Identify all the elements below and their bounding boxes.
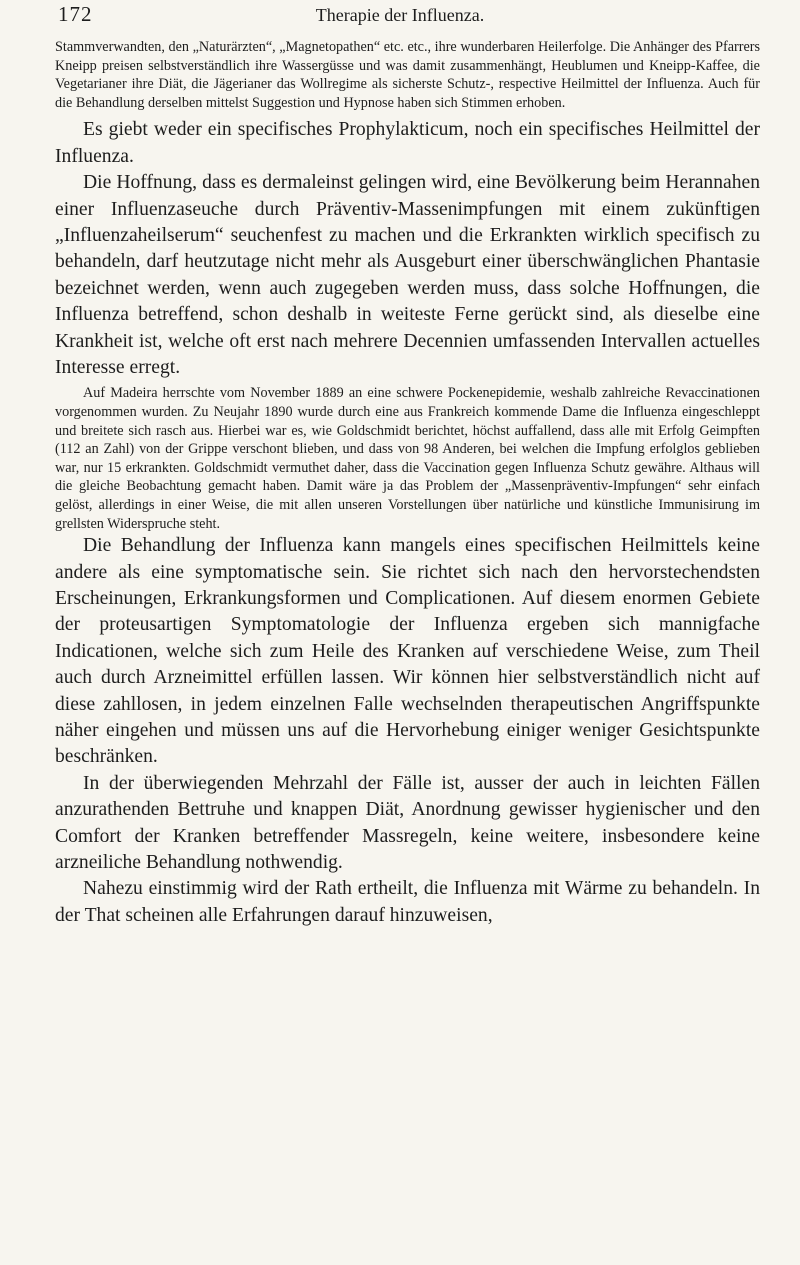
body-text bbox=[55, 38, 760, 929]
paragraph-waerme: Nahezu einstimmig wird der Rath ertheilt, die Influenza mit Wärme zu behandeln. In der That scheinen alle Erfahrungen darauf hinzuweisen, bbox=[55, 878, 760, 926]
page-number: 172 bbox=[58, 2, 93, 26]
paragraph-madeira-beobachtung: Auf Madeira herrschte vom November 1889 an eine schwere Pockenepidemie, weshalb zahlreiche Revaccinationen vorgenommen wurden. Zu Neujahr 1890 wurde durch eine aus Frankreich kommende Dame die Influenza eingeschleppt und breitete sich rasch aus. Hierbei war es, wie Goldschmidt berichtet, höchst auffallend, dass alle mit Erfolg Geimpften (112 an Zahl) von der Grippe verschont blieben, und dass von 98 Anderen, bei welchen die Impfung erfolglos geblieben war, nur 15 erkrankten. Goldschmidt vermuthet daher, dass die Vaccination gegen Influenza Schutz gewähre. Althaus will die gleiche Beobachtung gemacht haben. Damit wäre ja das Problem der „Massenpräventiv-Impfungen“ sehr einfach gelöst, allerdings in einer Weise, die mit allen unseren Vorstellungen über natürliche und künstliche Immunisirung im grellsten Widerspruche steht. bbox=[55, 385, 760, 532]
page-header bbox=[0, 2, 800, 32]
paragraph-symptomatische-behandlung: Die Behandlung der Influenza kann mangels eines specifischen Heilmittels keine andere als eine symptomatische sein. Sie richtet sich nach den hervorstechendsten Erscheinungen, Erkrankungsformen und Complicationen. Auf diesem enormen Gebiete der proteusartigen Symptomatologie der Influenza ergeben sich mannigfache Indicationen, welche sich zum Heile des Kranken auf verschiedene Weise, zum Theil auch durch Arzneimittel erfüllen lassen. Wir können hier selbstverständlich nicht auf diese zahllosen, in jedem einzelnen Falle wechselnden therapeutischen Angriffspunkte näher eingehen und müssen uns auf die Hervorhebung einiger weniger Gesichtspunkte beschränken. bbox=[55, 535, 760, 768]
paragraph-bettruhe-diaet: In der überwiegenden Mehrzahl der Fälle ist, ausser der auch in leichten Fällen anzurathenden Bettruhe und knappen Diät, Anordnung gewisser hygienischer und den Comfort der Kranken betreffender Massregeln, keine weitere, insbesondere keine arzneiliche Behandlung nothwendig. bbox=[55, 772, 760, 874]
paragraph-naturheilmethoden: Stammverwandten, den „Naturärzten“, „Magnetopathen“ etc. etc., ihre wunderbaren Heilerfolge. Die Anhänger des Pfarrers Kneipp preisen selbstverständlich ihre Wassergüsse und was damit zusammenhängt, Heublumen und Kneipp-Kaffee, die Vegetarianer ihre Diät, die Jägerianer das Wollregime als sicherste Schutz-, respective Heilmittel der Influenza. Auch für die Behandlung derselben mittelst Suggestion und Hypnose haben sich Stimmen erhoben. bbox=[55, 39, 760, 111]
paragraph-kein-specificum: Es giebt weder ein specifisches Prophylakticum, noch ein specifisches Heilmittel der Influenza. bbox=[55, 119, 760, 167]
running-title: Therapie der Influenza. bbox=[315, 5, 485, 25]
paragraph-hoffnung-serum: Die Hoffnung, dass es dermaleinst gelingen wird, eine Bevölkerung beim Herannahen einer Influenzaseuche durch Präventiv-Massenimpfungen mit einem zukünftigen „Influenzaheilserum“ seuchenfest zu machen und die Erkrankten wirklich specifisch zu behandeln, darf heutzutage nicht mehr als Ausgeburt einer überschwänglichen Phantasie bezeichnet werden, wenn auch zugegeben werden muss, dass solche Hoffnungen, die Influenza betreffend, schon deshalb in weiteste Ferne gerückt sind, als dieselbe eine Krankheit ist, welche oft erst nach mehrere Decennien umfassenden Intervallen actuelles Interesse erregt. bbox=[55, 172, 760, 379]
